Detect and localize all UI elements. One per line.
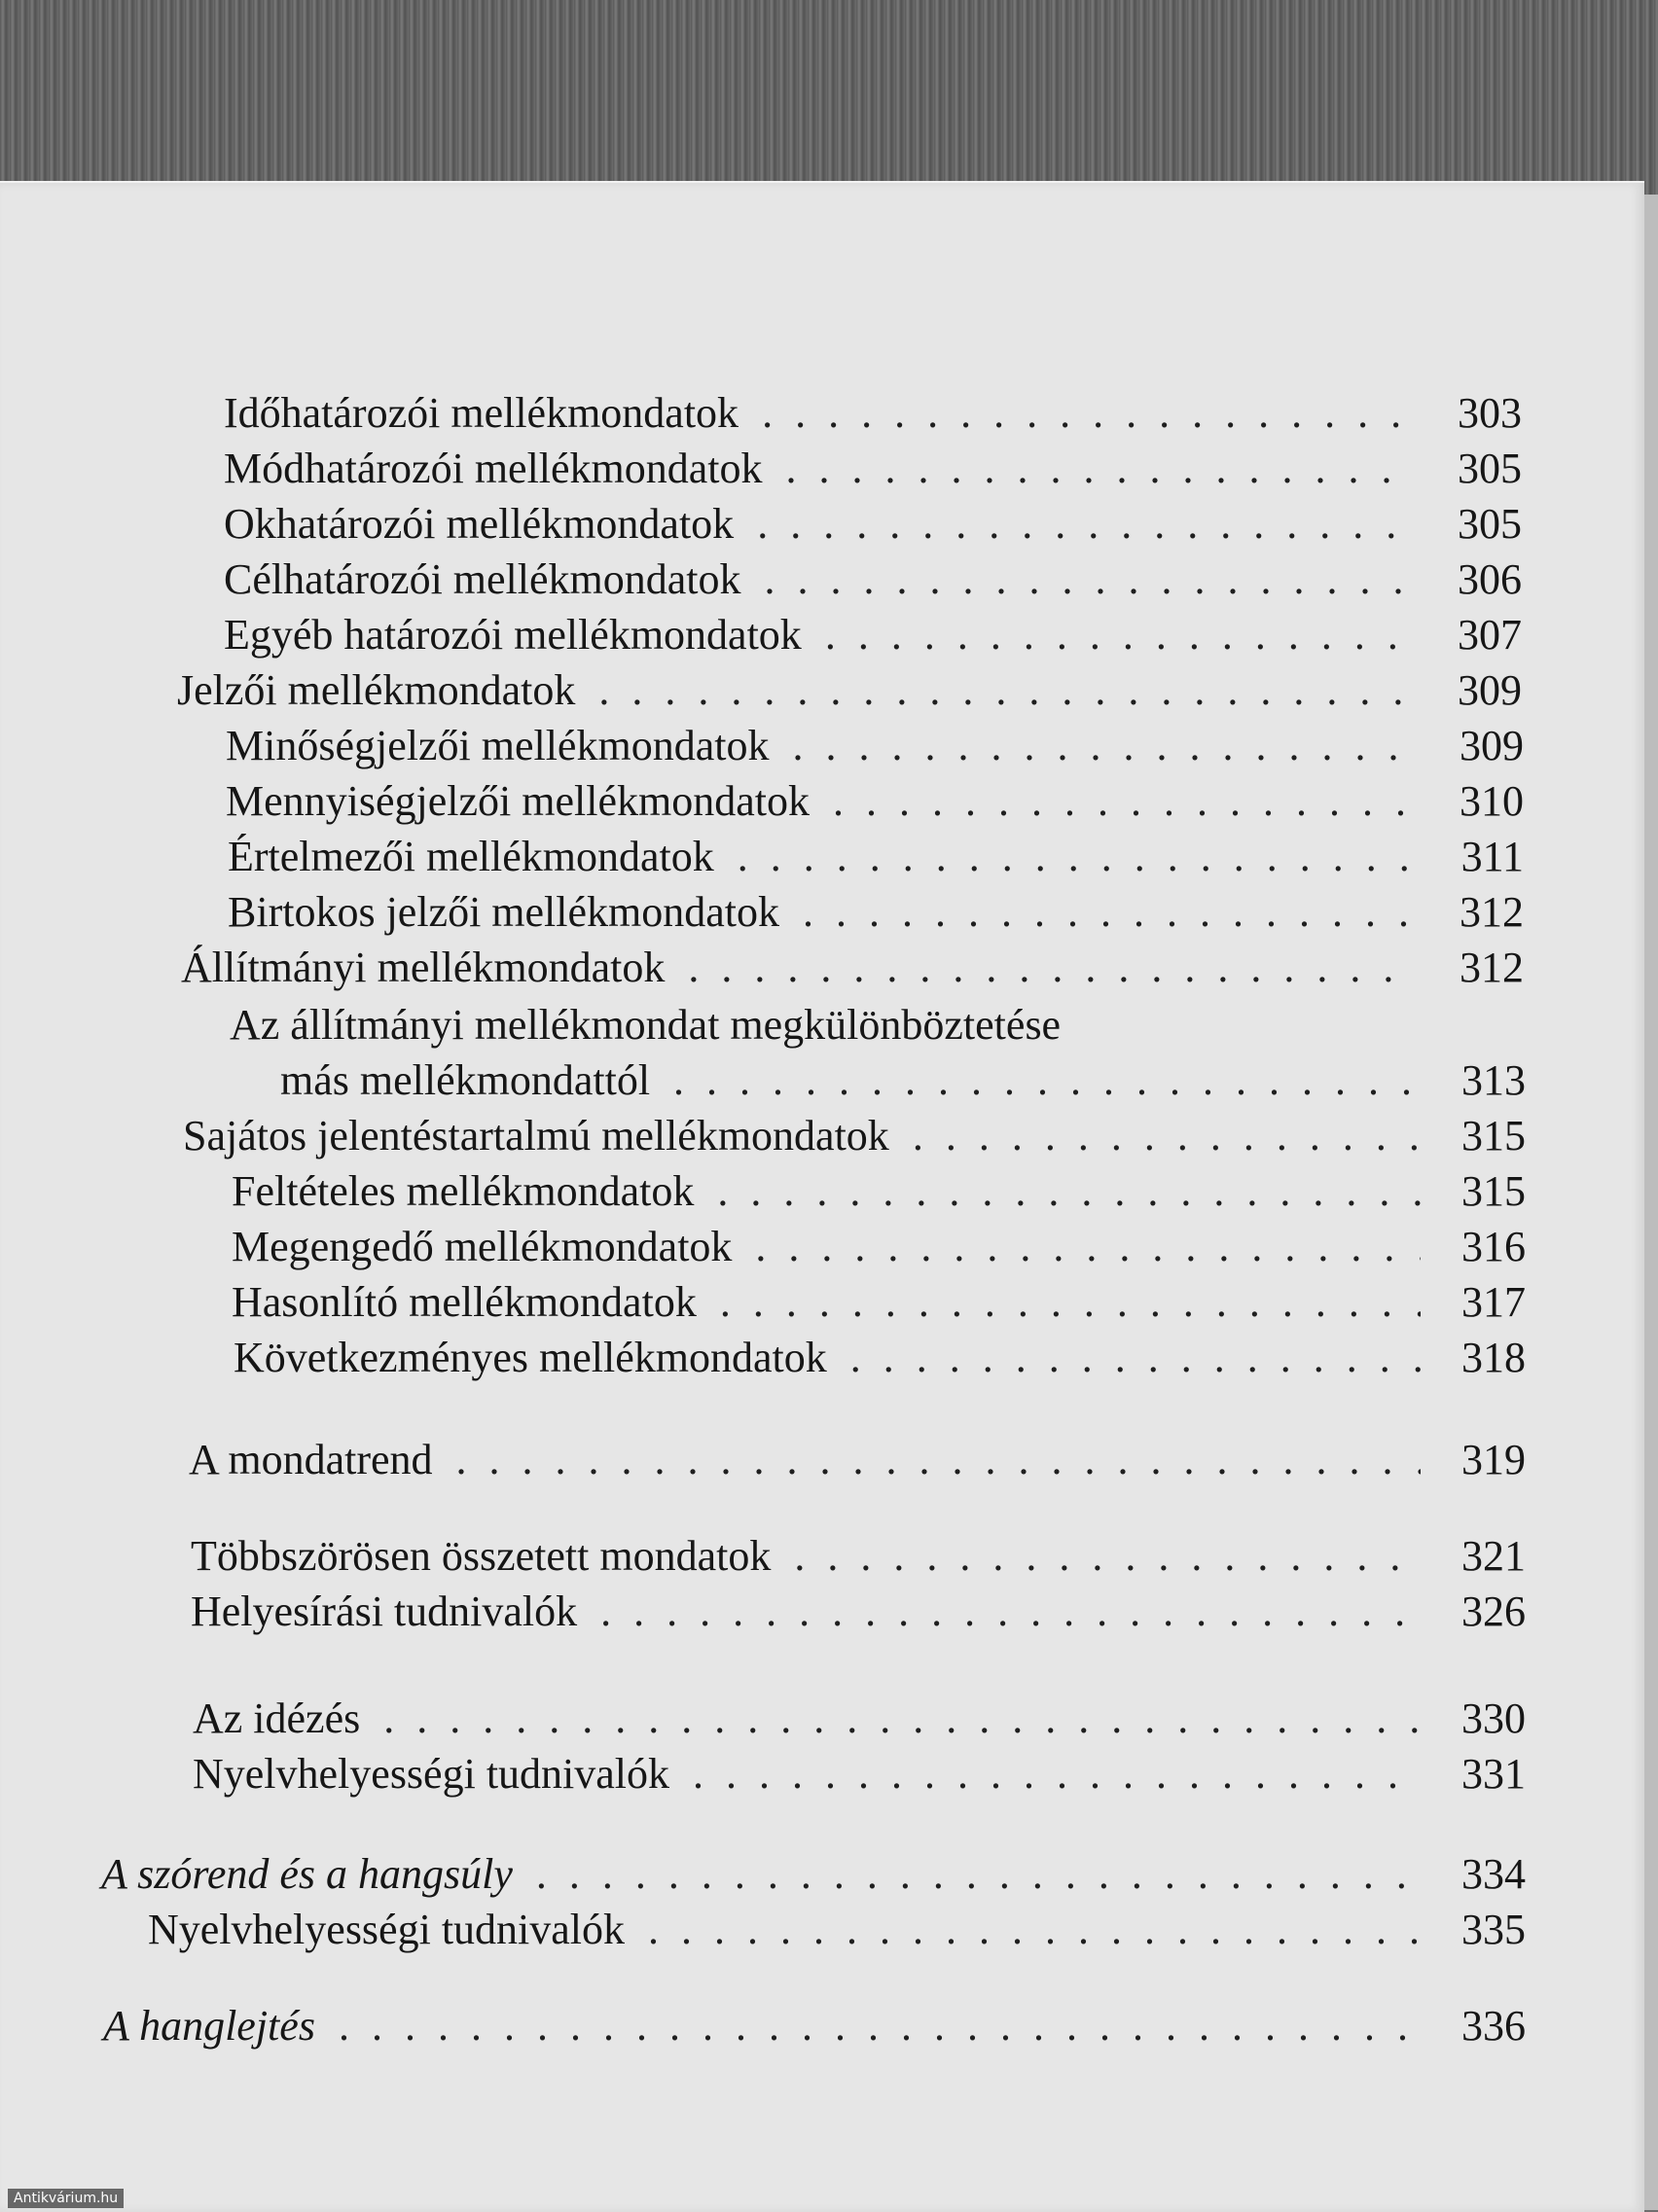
leader-dots bbox=[794, 1530, 1421, 1583]
toc-entry bbox=[232, 1221, 1526, 1273]
toc-entry bbox=[228, 886, 1524, 939]
leader-dots bbox=[786, 443, 1417, 495]
toc-entry bbox=[232, 1276, 1526, 1329]
toc-entry-page: 319 bbox=[1461, 1436, 1526, 1483]
leader-dots bbox=[536, 1848, 1421, 1901]
toc-entry bbox=[189, 1434, 1526, 1486]
toc-entry-title: Állítmányi mellékmondatok bbox=[181, 944, 666, 991]
toc-entry bbox=[224, 609, 1522, 661]
toc-entry-page: 305 bbox=[1458, 500, 1522, 548]
toc-entry-title: Birtokos jelzői mellékmondatok bbox=[228, 888, 780, 936]
toc-entry bbox=[230, 999, 1524, 1052]
toc-entry-title: Minőségjelzői mellékmondatok bbox=[226, 722, 770, 769]
toc-entry bbox=[224, 553, 1522, 606]
leader-dots bbox=[339, 2000, 1421, 2052]
toc-entry-page: 321 bbox=[1461, 1532, 1526, 1580]
toc-entry-title: Okhatározói mellékmondatok bbox=[224, 500, 735, 548]
toc-entry-page: 315 bbox=[1461, 1167, 1526, 1215]
leader-dots bbox=[792, 720, 1419, 772]
toc-entry-page: 312 bbox=[1460, 944, 1524, 991]
toc-entry bbox=[228, 831, 1524, 883]
leader-dots bbox=[717, 1165, 1421, 1218]
toc-entry-title: Mennyiségjelzői mellékmondatok bbox=[226, 777, 810, 825]
toc-entry-title: Egyéb határozói mellékmondatok bbox=[224, 611, 802, 659]
leader-dots bbox=[648, 1904, 1421, 1956]
toc-entry-title: Az állítmányi mellékmondat megkülönböztetése bbox=[230, 1001, 1062, 1049]
leader-dots bbox=[720, 1276, 1421, 1329]
leader-dots bbox=[693, 1748, 1421, 1801]
leader-dots bbox=[688, 942, 1419, 994]
toc-entry bbox=[193, 1748, 1526, 1801]
toc-entry-title: Az idézés bbox=[193, 1695, 361, 1742]
toc-entry-title: más mellékmondattól bbox=[280, 1056, 651, 1104]
toc-entry-page: 313 bbox=[1461, 1056, 1526, 1104]
leader-dots bbox=[762, 387, 1417, 440]
toc-entry-title: Időhatározói mellékmondatok bbox=[224, 389, 739, 437]
toc-entry-page: 334 bbox=[1461, 1850, 1526, 1898]
toc-entry bbox=[191, 1530, 1526, 1583]
leader-dots bbox=[825, 609, 1417, 661]
toc-entry bbox=[183, 1110, 1526, 1162]
toc-entry-page: 309 bbox=[1458, 666, 1522, 714]
toc-entry bbox=[224, 387, 1522, 440]
leader-dots bbox=[598, 664, 1417, 717]
toc-entry-title: A mondatrend bbox=[189, 1436, 433, 1483]
toc-entry-title: Nyelvhelyességi tudnivalók bbox=[148, 1906, 626, 1953]
toc-entry-title: Többszörösen összetett mondatok bbox=[191, 1532, 772, 1580]
leader-dots bbox=[833, 775, 1419, 828]
toc-entry-title: Célhatározói mellékmondatok bbox=[224, 555, 741, 603]
toc-entry-page: 316 bbox=[1461, 1223, 1526, 1270]
toc-entry-page: 331 bbox=[1461, 1750, 1526, 1798]
toc-entry bbox=[177, 664, 1522, 717]
toc-entry bbox=[280, 1054, 1526, 1107]
toc-entry-title: Feltételes mellékmondatok bbox=[232, 1167, 695, 1215]
leader-dots bbox=[755, 1221, 1421, 1273]
toc-entry bbox=[234, 1332, 1526, 1384]
toc-entry-page: 303 bbox=[1458, 389, 1522, 437]
toc-entry-page: 315 bbox=[1461, 1112, 1526, 1160]
toc-entry-page: 311 bbox=[1460, 833, 1524, 880]
leader-dots bbox=[456, 1434, 1421, 1486]
toc-entry-title: A hanglejtés bbox=[103, 2002, 315, 2050]
leader-dots bbox=[738, 831, 1419, 883]
leader-dots bbox=[803, 886, 1419, 939]
toc-entry-page: 306 bbox=[1458, 555, 1522, 603]
toc-entry-page: 312 bbox=[1460, 888, 1524, 936]
toc-entry bbox=[191, 1586, 1526, 1638]
toc-entry bbox=[226, 720, 1524, 772]
toc-entry bbox=[224, 498, 1522, 551]
toc-entry bbox=[101, 1848, 1526, 1901]
leader-dots bbox=[850, 1332, 1421, 1384]
leader-dots bbox=[383, 1693, 1421, 1745]
toc-entry-title: Megengedő mellékmondatok bbox=[232, 1223, 733, 1270]
toc-entry-title: Hasonlító mellékmondatok bbox=[232, 1278, 697, 1326]
toc-entry-page: 309 bbox=[1460, 722, 1524, 769]
toc-entry-title: Nyelvhelyességi tudnivalók bbox=[193, 1750, 670, 1798]
leader-dots bbox=[600, 1586, 1421, 1638]
toc-entry-page: 330 bbox=[1461, 1695, 1526, 1742]
leader-dots bbox=[913, 1110, 1421, 1162]
toc-entry-title: Jelzői mellékmondatok bbox=[177, 666, 576, 714]
toc-entry bbox=[224, 443, 1522, 495]
leader-dots bbox=[673, 1054, 1421, 1107]
leader-dots bbox=[765, 553, 1417, 606]
toc-entry bbox=[193, 1693, 1526, 1745]
toc-entry-page: 317 bbox=[1461, 1278, 1526, 1326]
toc-entry-page: 307 bbox=[1458, 611, 1522, 659]
toc-entry bbox=[232, 1165, 1526, 1218]
toc-entry-title: Sajátos jelentéstartalmú mellékmondatok bbox=[183, 1112, 889, 1160]
toc-entry-page: 318 bbox=[1461, 1334, 1526, 1381]
leader-dots bbox=[757, 498, 1417, 551]
toc-entry-page: 310 bbox=[1460, 777, 1524, 825]
watermark-label: Antikvárium.hu bbox=[8, 2189, 124, 2208]
toc-entry bbox=[181, 942, 1524, 994]
toc-entry-page: 335 bbox=[1461, 1906, 1526, 1953]
toc-entry-title: Következményes mellékmondatok bbox=[234, 1334, 827, 1381]
toc-entry-page: 336 bbox=[1461, 2002, 1526, 2050]
toc-entry-title: Módhatározói mellékmondatok bbox=[224, 445, 763, 492]
toc-entry-title: Értelmezői mellékmondatok bbox=[228, 833, 714, 880]
toc-entry-title: A szórend és a hangsúly bbox=[101, 1850, 513, 1898]
toc-entry bbox=[103, 2000, 1526, 2052]
toc-entry bbox=[226, 775, 1524, 828]
toc-entry-title: Helyesírási tudnivalók bbox=[191, 1588, 578, 1635]
toc-entry-page: 326 bbox=[1461, 1588, 1526, 1635]
toc-entry bbox=[148, 1904, 1526, 1956]
toc-entry-page: 305 bbox=[1458, 445, 1522, 492]
